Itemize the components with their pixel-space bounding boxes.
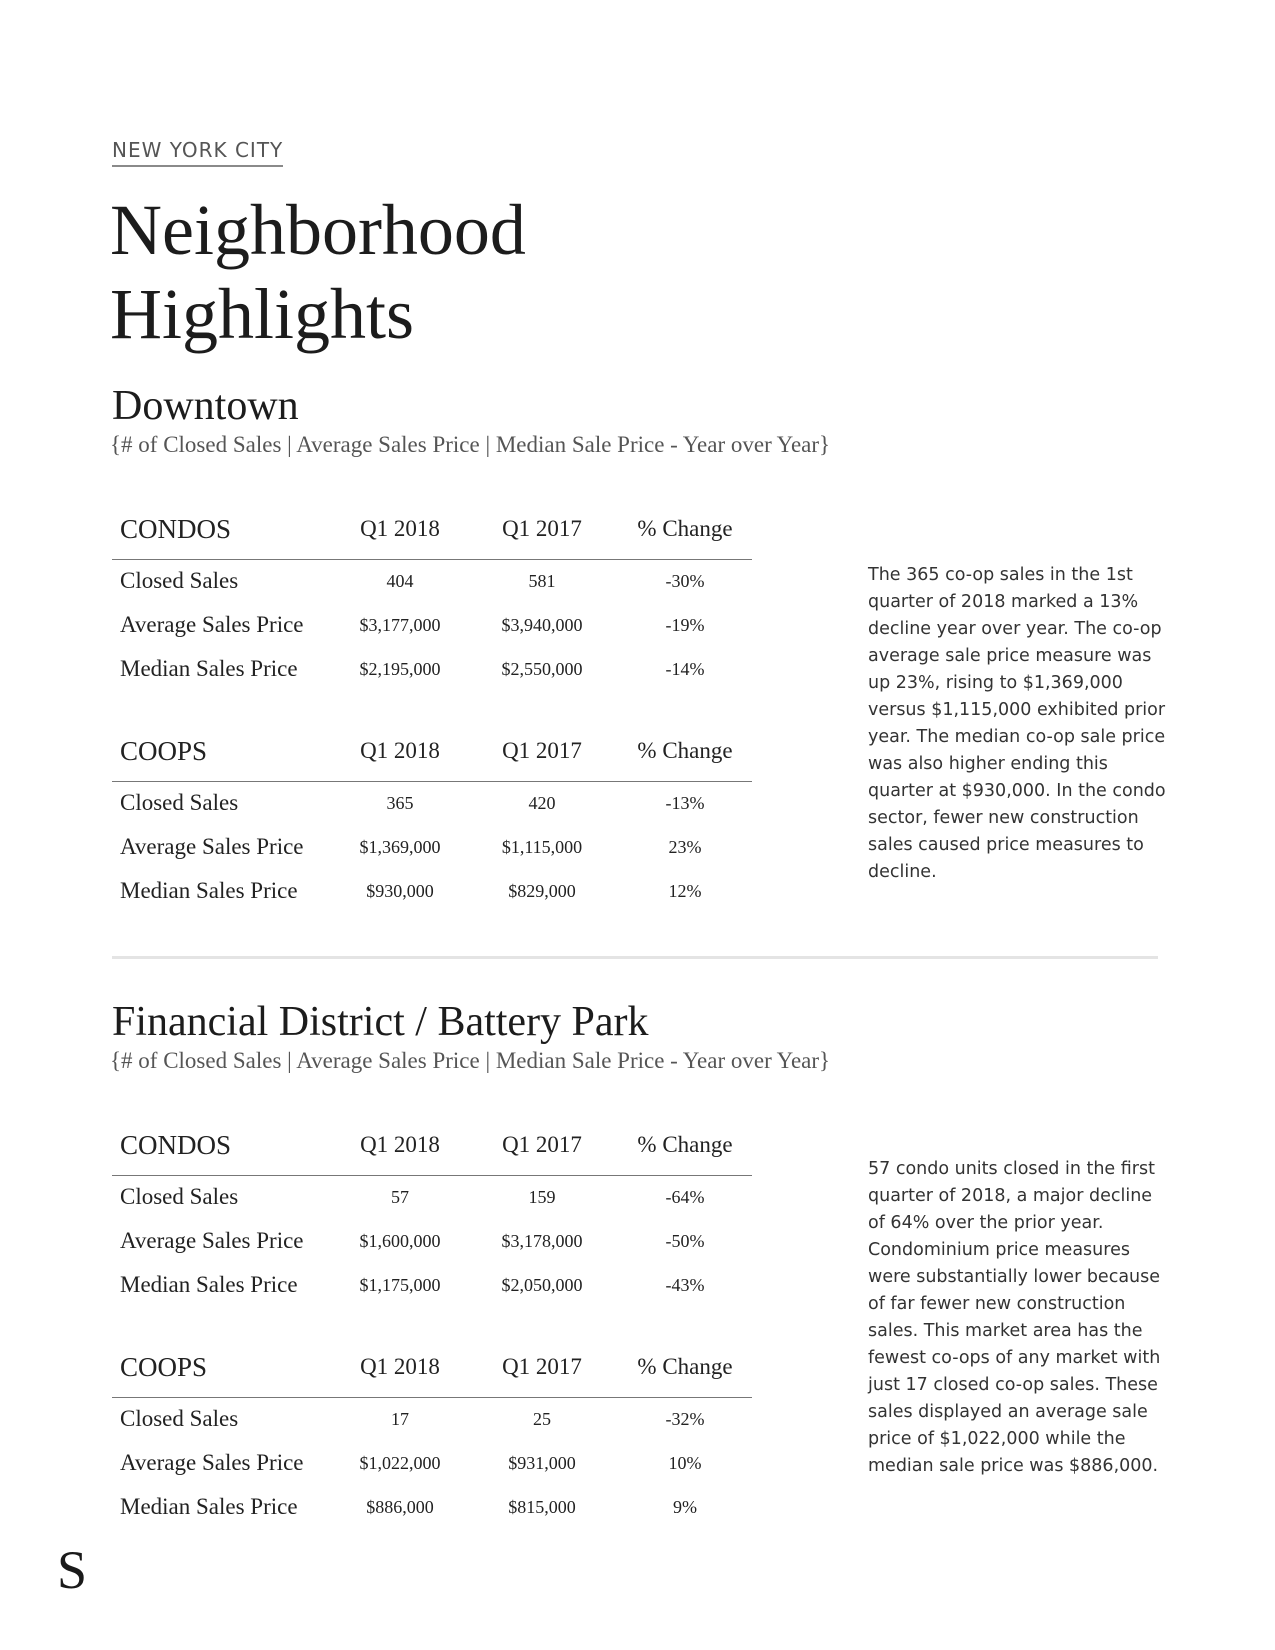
- row-label: Closed Sales: [120, 1184, 239, 1209]
- row-label: Median Sales Price: [120, 1494, 298, 1519]
- cell-value: $2,050,000: [501, 1275, 583, 1295]
- row-label: Average Sales Price: [120, 612, 304, 637]
- cell-value: $1,369,000: [359, 837, 441, 857]
- column-header: Q1 2018: [360, 738, 440, 763]
- cell-value: $2,550,000: [501, 659, 583, 679]
- table-label: CONDOS: [120, 514, 232, 544]
- cell-value: 581: [528, 571, 556, 591]
- table-row: [112, 870, 752, 914]
- cell-value: $1,600,000: [359, 1231, 441, 1251]
- table-row: [112, 1486, 752, 1530]
- cell-value: 420: [528, 793, 556, 813]
- coops-table: [112, 1342, 752, 1530]
- cell-value: 25: [533, 1409, 551, 1429]
- column-header: Q1 2018: [360, 1132, 440, 1157]
- page-title: [110, 188, 526, 356]
- table-header: [112, 1120, 752, 1176]
- cell-value: -64%: [665, 1187, 705, 1207]
- row-label: Average Sales Price: [120, 1228, 304, 1253]
- column-header: Q1 2017: [502, 516, 582, 541]
- cell-value: 10%: [668, 1453, 702, 1473]
- table-row: [112, 560, 752, 604]
- column-header: Q1 2017: [502, 1132, 582, 1157]
- cell-value: $2,195,000: [359, 659, 441, 679]
- cell-value: $829,000: [508, 881, 576, 901]
- eyebrow-label: NEW YORK CITY: [112, 138, 283, 167]
- column-header: % Change: [637, 516, 733, 541]
- section-title: Financial District / Battery Park: [112, 999, 649, 1045]
- cell-value: 365: [386, 793, 414, 813]
- table-header: [112, 726, 752, 782]
- table-row: [112, 1442, 752, 1486]
- section-subtitle: {# of Closed Sales | Average Sales Price | Median Sale Price - Year over Year}: [110, 432, 831, 457]
- cell-value: $1,175,000: [359, 1275, 441, 1295]
- cell-value: 9%: [673, 1497, 697, 1517]
- row-label: Closed Sales: [120, 1406, 239, 1431]
- market-commentary: The 365 co-op sales in the 1st quarter of 2018 marked a 13% decline year over year. The co-op average sale price measure was up 23%, rising to $1,369,000 versus $1,115,000 exhibited prior year. The median co-op sale price was also higher ending this quarter at $930,000. In the condo sector, fewer new construction sales caused price measures to decline.: [868, 565, 1166, 882]
- row-label: Median Sales Price: [120, 878, 298, 903]
- column-header: Q1 2017: [502, 1354, 582, 1379]
- cell-value: $815,000: [508, 1497, 576, 1517]
- cell-value: -19%: [665, 615, 705, 635]
- cell-value: 12%: [668, 881, 702, 901]
- brand-logo: S: [57, 1540, 88, 1600]
- table-header: [112, 504, 752, 560]
- cell-value: -13%: [665, 793, 705, 813]
- section-divider: [112, 956, 1158, 959]
- table-row: [112, 1220, 752, 1264]
- cell-value: $930,000: [366, 881, 434, 901]
- column-header: % Change: [637, 738, 733, 763]
- row-label: Closed Sales: [120, 568, 239, 593]
- table-label: COOPS: [120, 1352, 208, 1382]
- table-label: CONDOS: [120, 1130, 232, 1160]
- page-title-line-2: Highlights: [110, 274, 415, 354]
- table-row: [112, 826, 752, 870]
- row-label: Closed Sales: [120, 790, 239, 815]
- market-commentary: 57 condo units closed in the first quarter of 2018, a major decline of 64% over the prior year. Condominium price measures were substantially lower because of far fewer new construction sales. This market area has the fewest co-ops of any market with just 17 closed co-op sales. These sales displayed an average sale price of $1,022,000 while the median sale price was $886,000.: [868, 1159, 1161, 1476]
- table-row: [112, 648, 752, 692]
- condos-table: [112, 1120, 752, 1308]
- cell-value: -32%: [665, 1409, 705, 1429]
- coops-table: [112, 726, 752, 914]
- condos-table: [112, 504, 752, 692]
- column-header: % Change: [637, 1354, 733, 1379]
- cell-value: $3,177,000: [359, 615, 441, 635]
- table-row: [112, 782, 752, 826]
- cell-value: $1,022,000: [359, 1453, 441, 1473]
- cell-value: $1,115,000: [501, 837, 583, 857]
- cell-value: $3,178,000: [501, 1231, 583, 1251]
- row-label: Average Sales Price: [120, 834, 304, 859]
- section-title: Downtown: [112, 383, 299, 429]
- cell-value: -43%: [665, 1275, 705, 1295]
- page-title-line-1: Neighborhood: [110, 190, 526, 270]
- cell-value: 17: [391, 1409, 409, 1429]
- table-header: [112, 1342, 752, 1398]
- table-row: [112, 604, 752, 648]
- cell-value: -30%: [665, 571, 705, 591]
- cell-value: 159: [528, 1187, 556, 1207]
- cell-value: -50%: [665, 1231, 705, 1251]
- column-header: Q1 2018: [360, 1354, 440, 1379]
- cell-value: $931,000: [508, 1453, 576, 1473]
- section-subtitle: {# of Closed Sales | Average Sales Price | Median Sale Price - Year over Year}: [110, 1048, 831, 1073]
- column-header: Q1 2017: [502, 738, 582, 763]
- cell-value: 23%: [668, 837, 702, 857]
- cell-value: $886,000: [366, 1497, 434, 1517]
- row-label: Median Sales Price: [120, 1272, 298, 1297]
- cell-value: 57: [391, 1187, 409, 1207]
- row-label: Median Sales Price: [120, 656, 298, 681]
- column-header: % Change: [637, 1132, 733, 1157]
- cell-value: 404: [386, 571, 414, 591]
- row-label: Average Sales Price: [120, 1450, 304, 1475]
- column-header: Q1 2018: [360, 516, 440, 541]
- table-label: COOPS: [120, 736, 208, 766]
- table-row: [112, 1398, 752, 1442]
- table-row: [112, 1264, 752, 1308]
- table-row: [112, 1176, 752, 1220]
- cell-value: -14%: [665, 659, 705, 679]
- cell-value: $3,940,000: [501, 615, 583, 635]
